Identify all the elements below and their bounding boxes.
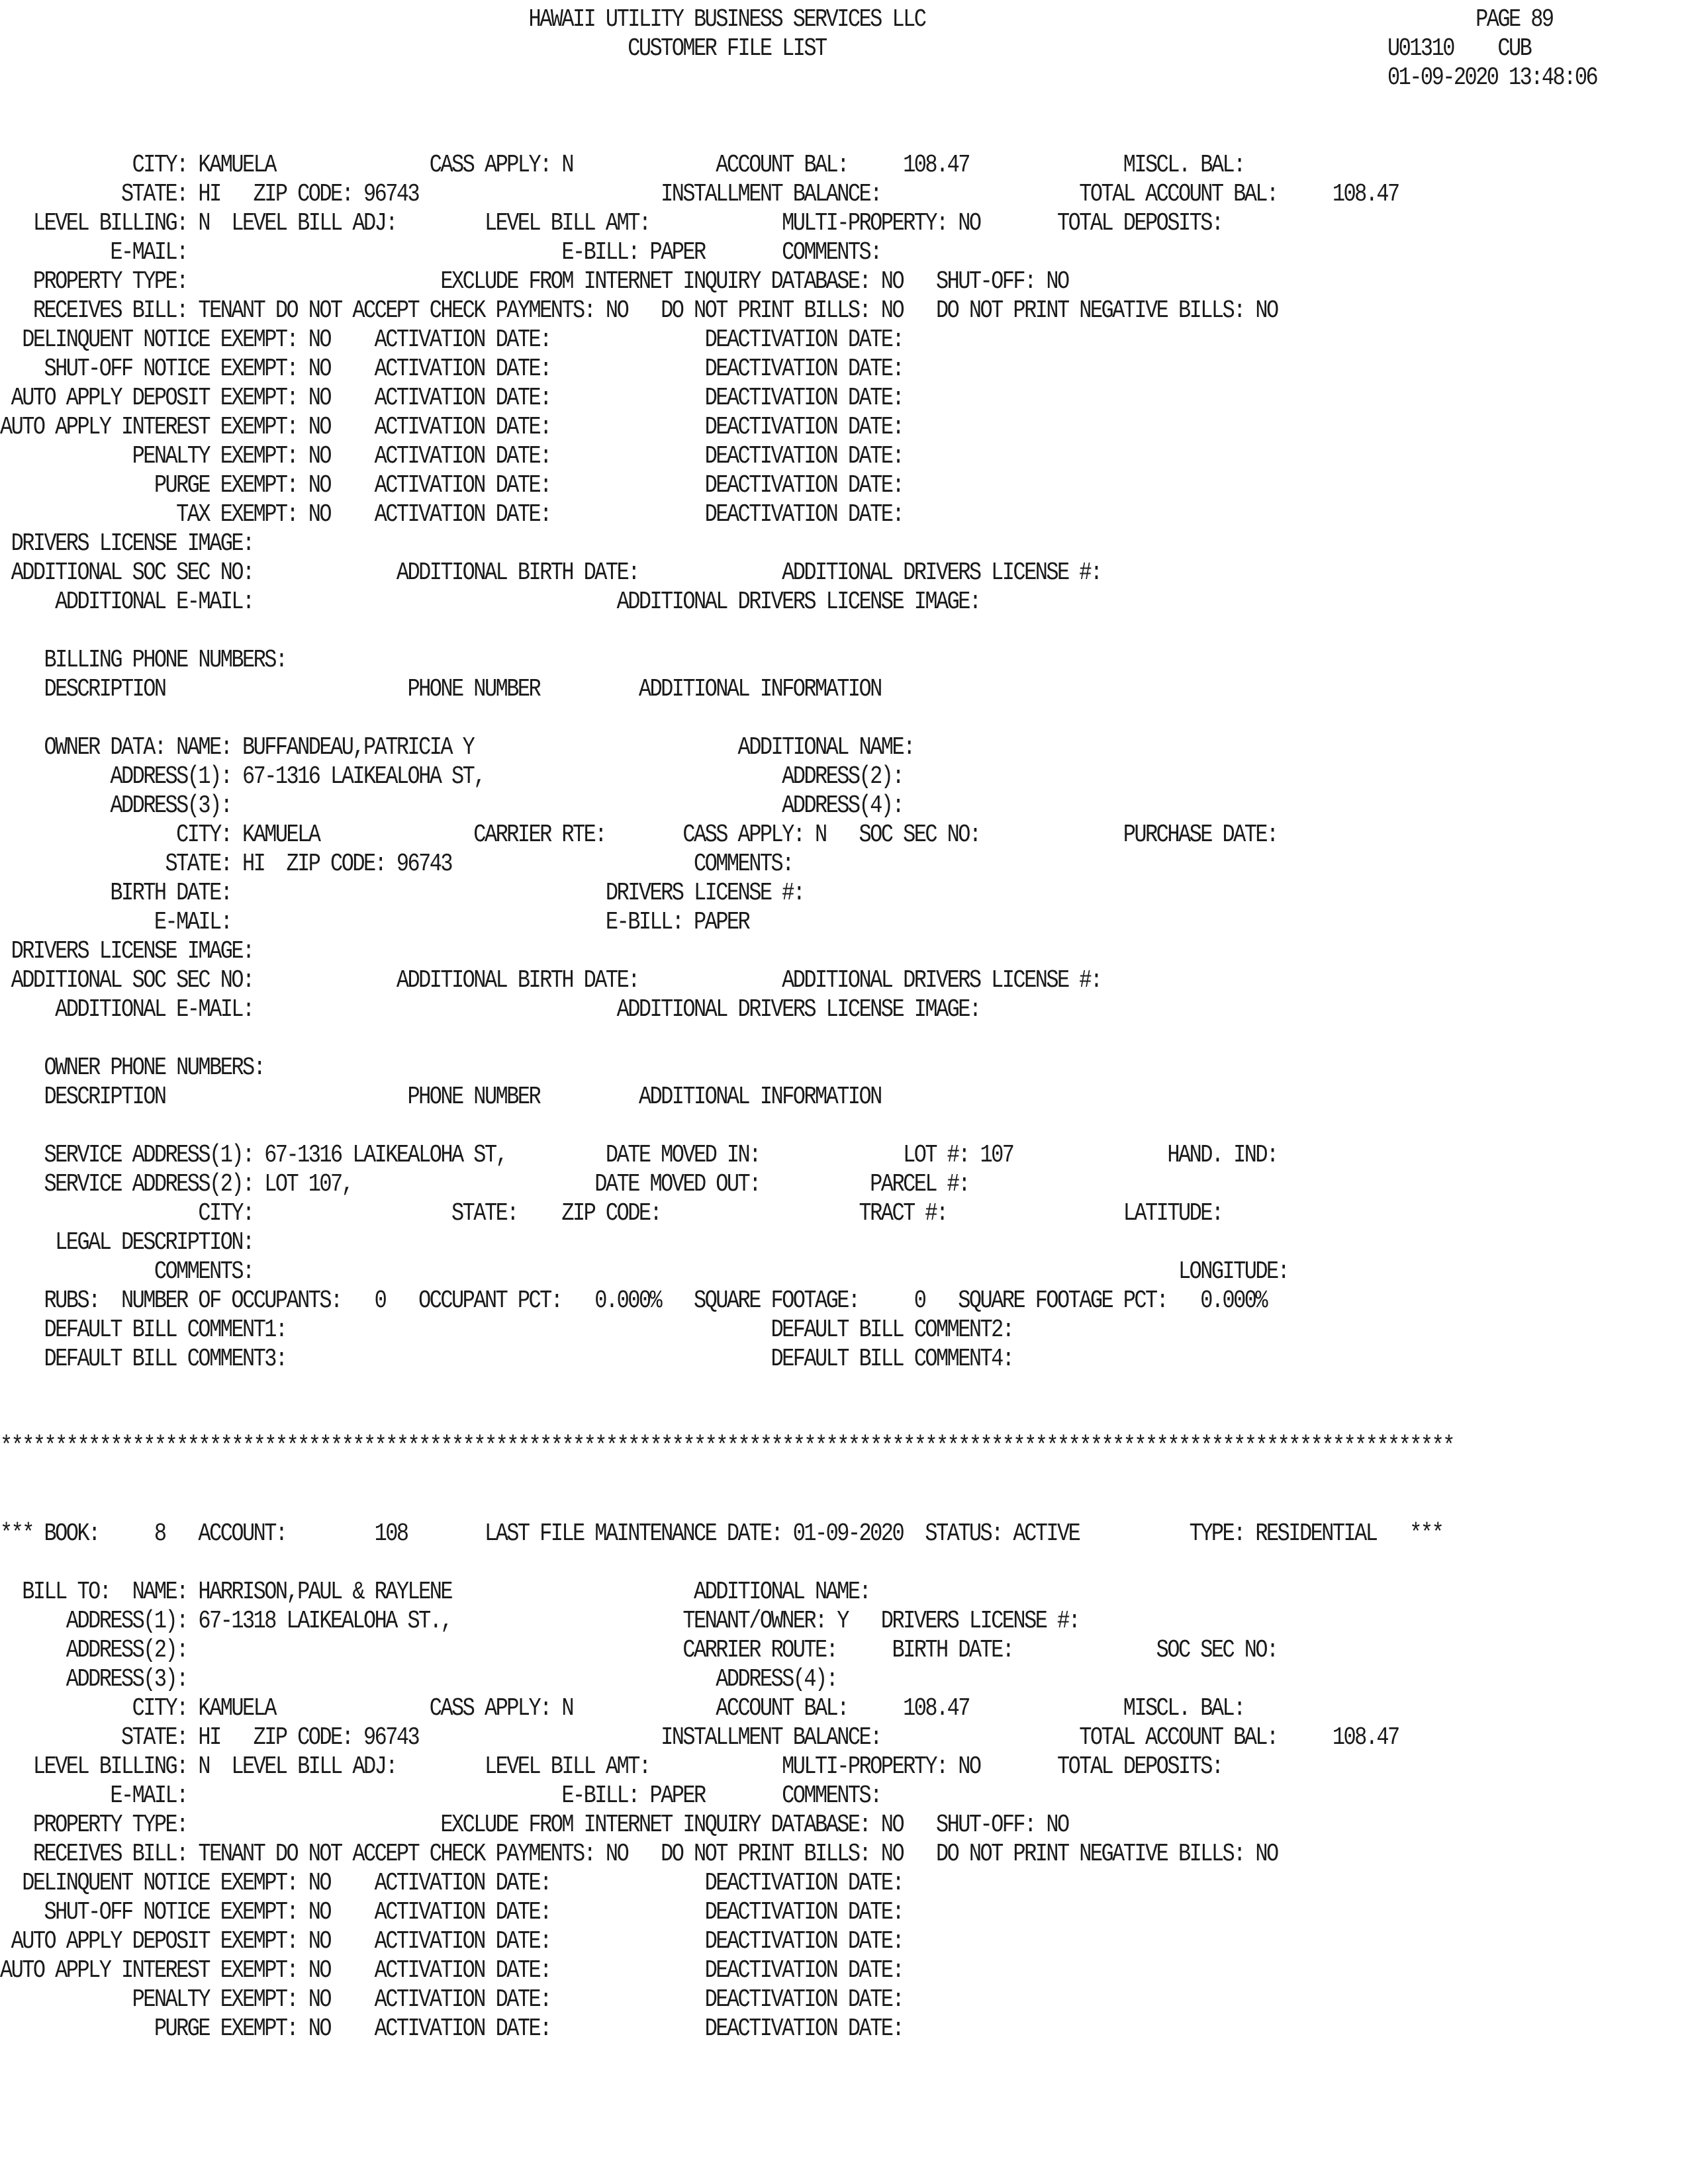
- report-line: PROPERTY TYPE: EXCLUDE FROM INTERNET INQUIRY DATABASE: NO SHUT-OFF: NO: [0, 267, 1068, 296]
- report-line: E-MAIL: E-BILL: PAPER COMMENTS:: [0, 1782, 881, 1810]
- report-line: PENALTY EXEMPT: NO ACTIVATION DATE: DEACTIVATION DATE:: [0, 442, 904, 471]
- report-line: AUTO APPLY INTEREST EXEMPT: NO ACTIVATION DATE: DEACTIVATION DATE:: [0, 413, 904, 441]
- report-line: LEGAL DESCRIPTION:: [0, 1228, 254, 1257]
- report-line: CITY: STATE: ZIP CODE: TRACT #: LATITUDE:: [0, 1199, 1223, 1228]
- report-line: DRIVERS LICENSE IMAGE:: [0, 529, 254, 558]
- report-line: ADDITIONAL E-MAIL: ADDITIONAL DRIVERS LICENSE IMAGE:: [0, 995, 980, 1024]
- report-line: CITY: KAMUELA CASS APPLY: N ACCOUNT BAL: 108.47 MISCL. BAL:: [0, 1694, 1244, 1723]
- report-line: ADDRESS(1): 67-1316 LAIKEALOHA ST, ADDRESS(2):: [0, 762, 904, 791]
- report-line: LEVEL BILLING: N LEVEL BILL ADJ: LEVEL BILL AMT: MULTI-PROPERTY: NO TOTAL DEPOSITS:: [0, 1752, 1223, 1781]
- report-line: DRIVERS LICENSE IMAGE:: [0, 937, 254, 966]
- report-line: ADDRESS(1): 67-1318 LAIKEALOHA ST., TENANT/OWNER: Y DRIVERS LICENSE #:: [0, 1607, 1080, 1635]
- report-line: SERVICE ADDRESS(2): LOT 107, DATE MOVED OUT: PARCEL #:: [0, 1170, 969, 1199]
- report-line: HAWAII UTILITY BUSINESS SERVICES LLC PAGE 89: [0, 5, 1553, 34]
- report-line: COMMENTS: LONGITUDE:: [0, 1257, 1289, 1286]
- report-line: STATE: HI ZIP CODE: 96743 COMMENTS:: [0, 850, 793, 878]
- report-line: DESCRIPTION PHONE NUMBER ADDITIONAL INFORMATION: [0, 675, 881, 704]
- report-line: DELINQUENT NOTICE EXEMPT: NO ACTIVATION DATE: DEACTIVATION DATE:: [0, 326, 904, 354]
- report-line: PURGE EXEMPT: NO ACTIVATION DATE: DEACTIVATION DATE:: [0, 471, 904, 500]
- report-line: ************************************************************************************************************************************: [0, 1432, 1454, 1461]
- report-line: TAX EXEMPT: NO ACTIVATION DATE: DEACTIVATION DATE:: [0, 500, 904, 529]
- report-line: CITY: KAMUELA CARRIER RTE: CASS APPLY: N SOC SEC NO: PURCHASE DATE:: [0, 821, 1278, 849]
- report-line: ADDRESS(3): ADDRESS(4):: [0, 1665, 837, 1694]
- report-line: BILLING PHONE NUMBERS:: [0, 646, 287, 674]
- report-line: PROPERTY TYPE: EXCLUDE FROM INTERNET INQUIRY DATABASE: NO SHUT-OFF: NO: [0, 1811, 1068, 1839]
- report-line: OWNER DATA: NAME: BUFFANDEAU,PATRICIA Y ADDITIONAL NAME:: [0, 733, 914, 762]
- report-line: STATE: HI ZIP CODE: 96743 INSTALLMENT BALANCE: TOTAL ACCOUNT BAL: 108.47: [0, 1723, 1399, 1752]
- report-line: ADDITIONAL SOC SEC NO: ADDITIONAL BIRTH DATE: ADDITIONAL DRIVERS LICENSE #:: [0, 559, 1102, 587]
- report-line: BILL TO: NAME: HARRISON,PAUL & RAYLENE ADDITIONAL NAME:: [0, 1578, 870, 1606]
- report-line: ADDITIONAL E-MAIL: ADDITIONAL DRIVERS LICENSE IMAGE:: [0, 588, 980, 616]
- report-line: CUSTOMER FILE LIST U01310 CUB: [0, 34, 1531, 63]
- report-line: RECEIVES BILL: TENANT DO NOT ACCEPT CHECK PAYMENTS: NO DO NOT PRINT BILLS: NO DO NOT PRINT NEGATIVE BILLS: NO: [0, 1840, 1278, 1868]
- report-line: AUTO APPLY INTEREST EXEMPT: NO ACTIVATION DATE: DEACTIVATION DATE:: [0, 1956, 904, 1985]
- report-line: *** BOOK: 8 ACCOUNT: 108 LAST FILE MAINTENANCE DATE: 01-09-2020 STATUS: ACTIVE TYPE: RESIDENTIAL ***: [0, 1520, 1443, 1548]
- report-line: SHUT-OFF NOTICE EXEMPT: NO ACTIVATION DATE: DEACTIVATION DATE:: [0, 355, 904, 383]
- report-line: PURGE EXEMPT: NO ACTIVATION DATE: DEACTIVATION DATE:: [0, 2015, 904, 2043]
- report-line: DEFAULT BILL COMMENT3: DEFAULT BILL COMMENT4:: [0, 1345, 1013, 1373]
- report-line: RECEIVES BILL: TENANT DO NOT ACCEPT CHECK PAYMENTS: NO DO NOT PRINT BILLS: NO DO NOT PRINT NEGATIVE BILLS: NO: [0, 296, 1278, 325]
- report-line: STATE: HI ZIP CODE: 96743 INSTALLMENT BALANCE: TOTAL ACCOUNT BAL: 108.47: [0, 180, 1399, 208]
- report-line: AUTO APPLY DEPOSIT EXEMPT: NO ACTIVATION DATE: DEACTIVATION DATE:: [0, 1927, 904, 1956]
- report-line: 01-09-2020 13:48:06: [0, 64, 1597, 92]
- report-line: DEFAULT BILL COMMENT1: DEFAULT BILL COMMENT2:: [0, 1316, 1013, 1344]
- report-line: LEVEL BILLING: N LEVEL BILL ADJ: LEVEL BILL AMT: MULTI-PROPERTY: NO TOTAL DEPOSITS:: [0, 209, 1223, 238]
- report-line: PENALTY EXEMPT: NO ACTIVATION DATE: DEACTIVATION DATE:: [0, 1985, 904, 2014]
- report-line: BIRTH DATE: DRIVERS LICENSE #:: [0, 879, 804, 907]
- report-line: ADDITIONAL SOC SEC NO: ADDITIONAL BIRTH DATE: ADDITIONAL DRIVERS LICENSE #:: [0, 966, 1102, 995]
- report-line: AUTO APPLY DEPOSIT EXEMPT: NO ACTIVATION DATE: DEACTIVATION DATE:: [0, 384, 904, 412]
- report-line: DELINQUENT NOTICE EXEMPT: NO ACTIVATION DATE: DEACTIVATION DATE:: [0, 1869, 904, 1897]
- report-line: OWNER PHONE NUMBERS:: [0, 1054, 265, 1082]
- report-line: SHUT-OFF NOTICE EXEMPT: NO ACTIVATION DATE: DEACTIVATION DATE:: [0, 1898, 904, 1927]
- report-line: E-MAIL: E-BILL: PAPER: [0, 908, 749, 936]
- report-line: SERVICE ADDRESS(1): 67-1316 LAIKEALOHA ST, DATE MOVED IN: LOT #: 107 HAND. IND:: [0, 1141, 1278, 1169]
- report-line: ADDRESS(2): CARRIER ROUTE: BIRTH DATE: SOC SEC NO:: [0, 1636, 1278, 1664]
- report-line: ADDRESS(3): ADDRESS(4):: [0, 792, 904, 820]
- report-line: RUBS: NUMBER OF OCCUPANTS: 0 OCCUPANT PCT: 0.000% SQUARE FOOTAGE: 0 SQUARE FOOTAGE PCT: 0.000%: [0, 1287, 1267, 1315]
- report-line: DESCRIPTION PHONE NUMBER ADDITIONAL INFORMATION: [0, 1083, 881, 1111]
- report-line: E-MAIL: E-BILL: PAPER COMMENTS:: [0, 238, 881, 267]
- report-line: CITY: KAMUELA CASS APPLY: N ACCOUNT BAL: 108.47 MISCL. BAL:: [0, 151, 1244, 179]
